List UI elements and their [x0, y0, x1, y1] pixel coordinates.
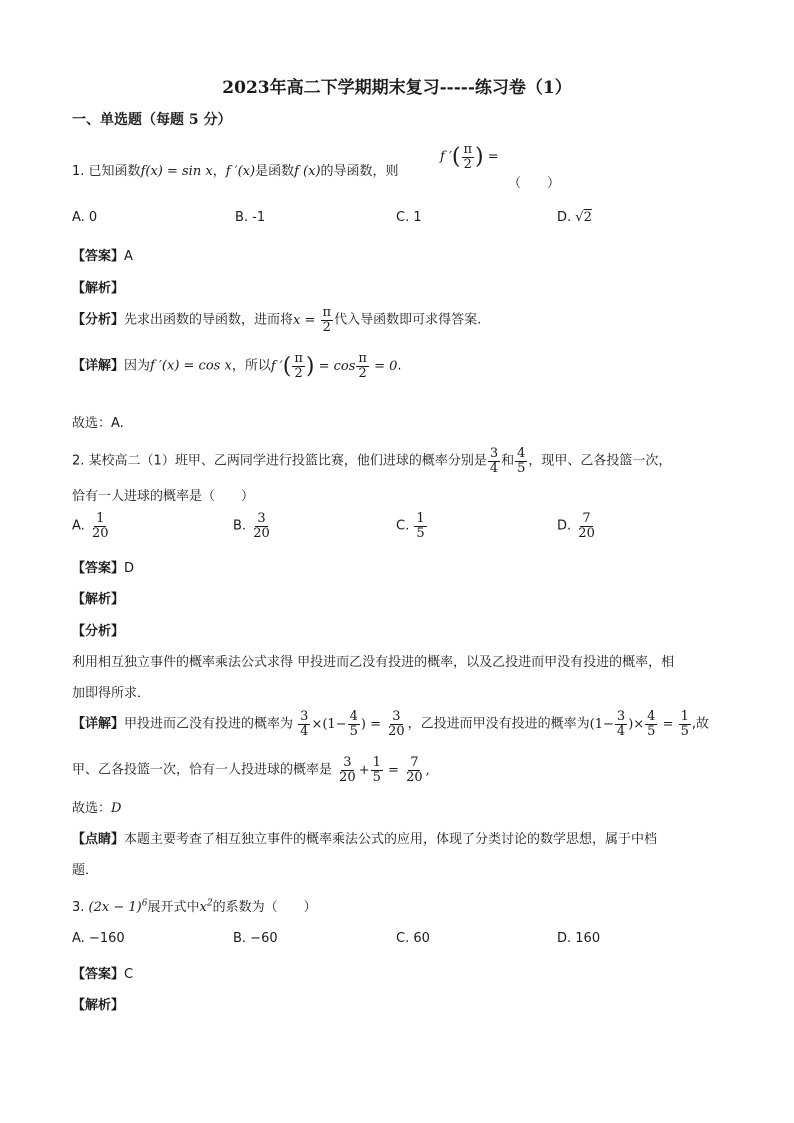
fenxi-label: 【分析】 — [72, 312, 125, 328]
detail-label: 【详解】 — [72, 358, 125, 374]
option-a-label: A. — [72, 518, 85, 534]
option-b: B. −60 — [233, 931, 278, 946]
section-title: 一、单选题（每题 5 分） — [72, 112, 232, 128]
option-d-label: D. — [557, 210, 572, 225]
answer-line — [72, 557, 134, 576]
stem-text: 某校高二（1）班甲、乙两同学进行投篮比赛，他们进球的概率分别是 — [88, 453, 487, 469]
option-b-label: B. — [233, 518, 247, 534]
detail-line — [72, 710, 709, 738]
detail-text: 甲投进而乙没有投进的概率为 — [124, 716, 294, 732]
frac-1-5: $\frac{1}{5}$ — [416, 511, 425, 541]
page-title: 2023年高二下学期期末复习-----练习卷（1） — [222, 78, 572, 98]
formula-fprime-pi-half: f ′( $\frac{\pi}{2}$ ) = — [440, 142, 499, 172]
formula-prob-1: $\frac{3}{4}$ ×(1− $\frac{4}{5}$ ) = $\frac{3}{20}$ — [300, 709, 405, 739]
stem-text: 是函数 — [255, 164, 295, 179]
fenxi-text: 先求出函数的导函数，进而将 — [124, 312, 294, 328]
dianjing-text: 本题主要考查了相互独立事件的概率乘法公式的应用，体现了分类讨论的数学思想，属于中档 — [124, 832, 658, 847]
answer-line — [72, 245, 133, 264]
fenxi-text: 加即得所求． — [72, 686, 151, 701]
answer-value: A — [124, 249, 133, 264]
fenxi-text: 利用相互独立事件的概率乘法公式求得 甲投进而乙没有投进的概率，以及乙投进而甲没有投进的概率，相 — [72, 655, 675, 670]
formula-x-eq-pi-half: x = $\frac{\pi}{2}$ — [293, 305, 332, 335]
dianjing-line — [72, 828, 657, 847]
stem-text: 和 — [501, 453, 515, 469]
dianjing-text: 题． — [72, 863, 99, 878]
stem-text: 的系数为（ ） — [212, 900, 317, 915]
frac-3-20: $\frac{3}{20}$ — [253, 511, 270, 541]
detail-text: ，乙投进而甲没有投进的概率为 — [407, 716, 590, 732]
frac-7-20: $\frac{7}{20}$ — [578, 511, 595, 541]
answer-label: 【答案】 — [72, 967, 125, 982]
question-number: 3. — [72, 900, 85, 915]
formula-x-squared: $x^2$ — [199, 898, 213, 915]
question-1-stem — [72, 160, 399, 179]
detail-text: ,故 — [691, 716, 710, 732]
answer-paren: （ ） — [508, 176, 561, 191]
question-2-stem — [72, 447, 671, 475]
choose-value: A. — [111, 416, 124, 431]
sqrt-2-formula: √2 — [575, 210, 592, 225]
question-number: 2. — [72, 453, 85, 469]
answer-label: 【答案】 — [72, 249, 125, 264]
formula-derivative: f ′(x) = cos x — [150, 358, 232, 374]
question-number: 1. — [72, 164, 85, 179]
choose-label: 故选： — [72, 416, 112, 431]
option-d — [557, 210, 592, 225]
stem-text: 的导函数，则 — [320, 164, 399, 179]
choose-label: 故选： — [72, 801, 112, 816]
option-c-label: C. — [396, 518, 410, 534]
question-3-stem — [72, 896, 317, 915]
detail-line: 【详解】因为f ′(x) = cos x，所以f ′( $\frac{\pi}{2}$ ) = cos $\frac{\pi}{2}$ = 0. — [72, 351, 402, 381]
fenxi-text: 代入导函数即可求得答案. — [334, 312, 482, 328]
option-a: A. 0 — [72, 210, 98, 225]
formula-prob-2: (1− $\frac{3}{4}$ )× $\frac{4}{5}$ = $\frac{1}{5}$ — [589, 709, 689, 739]
frac-4-5: $\frac{4}{5}$ — [517, 446, 526, 476]
formula-fprime: f ′(x) — [225, 164, 256, 179]
option-d-label: D. — [557, 518, 572, 534]
formula-eval: f ′( $\frac{\pi}{2}$ ) = cos $\frac{\pi}{2}$ = 0 — [270, 351, 398, 381]
option-c — [396, 512, 428, 540]
formula-prob-sum: $\frac{3}{20}$ + $\frac{1}{5}$ = $\frac{7}{20}$ , — [339, 755, 430, 785]
detail-text: 甲、乙各投篮一次，恰有一人投进球的概率是 — [72, 762, 333, 778]
option-d: D. 160 — [557, 931, 601, 946]
analysis-label: 【解析】 — [72, 281, 125, 296]
formula-fx: f (x) — [294, 164, 321, 179]
option-a — [72, 512, 111, 540]
formula-fx-sinx-rest: (x) = sin x — [145, 164, 213, 179]
choose-line — [72, 412, 124, 431]
frac-1-20: $\frac{1}{20}$ — [91, 511, 109, 541]
answer-value: C — [124, 967, 134, 982]
option-c: C. 1 — [396, 210, 422, 225]
formula-binomial: $(2x - 1)^6$ — [88, 898, 148, 915]
choose-line — [72, 797, 121, 816]
fenxi-label: 【分析】 — [72, 624, 125, 639]
answer-label: 【答案】 — [72, 561, 125, 576]
answer-value: D — [124, 561, 135, 576]
answer-line — [72, 963, 133, 982]
fenxi-line — [72, 306, 481, 334]
detail-line-2 — [72, 756, 430, 784]
stem-text: ， — [212, 164, 226, 179]
option-d — [557, 512, 598, 540]
dianjing-label: 【点睛】 — [72, 832, 125, 847]
frac-3-4: $\frac{3}{4}$ — [489, 446, 499, 476]
analysis-label: 【解析】 — [72, 592, 125, 607]
detail-text: ，所以 — [231, 358, 271, 374]
option-b — [233, 512, 273, 540]
option-c: C. 60 — [396, 931, 430, 946]
stem-text: 展开式中 — [147, 900, 200, 915]
choose-value: D — [111, 801, 122, 816]
stem-text: 已知函数 — [88, 164, 141, 179]
stem-text: ，现甲、乙各投篮一次， — [528, 453, 672, 469]
analysis-label: 【解析】 — [72, 998, 125, 1013]
question-2-stem-line2: 恰有一人进球的概率是（ ） — [72, 489, 255, 504]
detail-label: 【详解】 — [72, 716, 125, 732]
detail-text: 因为 — [124, 358, 151, 374]
option-b: B. -1 — [235, 210, 266, 225]
option-a: A. −160 — [72, 931, 125, 946]
formula-fx-sinx: f — [140, 164, 146, 179]
